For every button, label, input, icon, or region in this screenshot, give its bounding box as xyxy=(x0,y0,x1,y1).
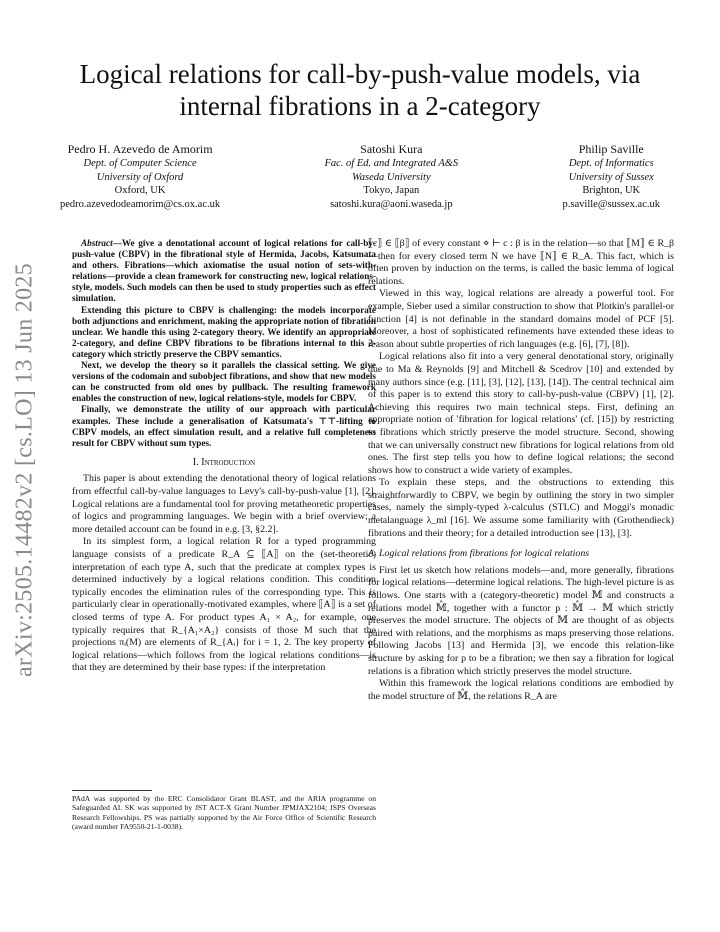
paragraph: ⟦c⟧ ∈ ⟦β⟧ of every constant ⋄ ⊢ c : β is in the relation—so that ⟦M⟧ ∈ R_β—then for every closed term N we have ⟦N⟧ ∈ R_A. This fact, which is often proven by induction on the terms, is called the basic lemma of logical relations. xyxy=(368,238,674,287)
author-3 xyxy=(563,142,660,211)
paragraph: Logical relations also fit into a very general denotational story, originally due to Ma & Reynolds [9] and Mitchell & Scedrov [10] and extended by many authors since (e.g. [11], [3], [12], [13], [14]). The central technical aim of this paper is to extend this story to call-by-push-value (CBPV) [1], [2]. Achieving this requires two main technical steps. First, defining an appropriate notion of 'fibration for logical relations' (cf. [15]) by restricting to fibrations which strictly preserve the model structure. Second, showing that we can universally construct new fibrations for logical relations from old ones. The first step tells you how to define logical relations; the second shows how to construct a wide variety of examples. xyxy=(368,351,674,476)
abstract-p2: Extending this picture to CBPV is challenging: the models incorporate both adjunctions and enrichment, making the appropriate notion of fibration unclear. We handle this using 2-category theory. We identify an appropriate 2-category, and define CBPV fibrations to be fibrations internal to this 2-category which strictly preserve the CBPV semantics. xyxy=(72,304,376,359)
author-email[interactable]: p.saville@sussex.ac.uk xyxy=(562,198,660,210)
arxiv-stamp-text: arXiv:2505.14482v2 [cs.LO] 13 Jun 2025 xyxy=(11,262,38,678)
paragraph: Within this framework the logical relations conditions are embodied by the model structure of 𝕄̂, the relations R_A are xyxy=(368,678,674,702)
arxiv-stamp xyxy=(10,250,40,690)
abstract-p4: Finally, we demonstrate the utility of our approach with particular examples. These include a generalisation of Katsumata's ⊤⊤-lifting to CBPV models, an effect simulation result, and a relative full completeness result for CBPV without sum types. xyxy=(72,404,376,448)
author-univ: University of Sussex xyxy=(568,171,654,183)
paragraph: First let us sketch how relations models—and, more generally, fibrations for logical relations—determine logical relations. The high-level picture is as follows. One starts with a (category-theoretic) model 𝕄 and constructs a relations model 𝕄̂, together with a functor p : 𝕄̂ → 𝕄 which strictly preserves the model structure. The objects of 𝕄 are thought of as objects paired with relations, and the morphisms as maps preserving those relations. Following Jacobs [13] and Hermida [3], we encode this relation-like structure by asking for p to be a fibration; we then say a fibration for logical relations is a fibration which strictly preserves the model structure. xyxy=(368,564,674,677)
right-body xyxy=(368,238,674,540)
author-univ: University of Oxford xyxy=(96,171,184,183)
abstract-p3: Next, we develop the theory so it parallels the classical setting. We give versions of the codomain and subobject fibrations, and show that new models can be constructed from old ones by pullback. The resulting framework enables the construction of new, logical relations-style, models for CBPV. xyxy=(72,360,376,404)
author-1 xyxy=(60,142,220,211)
abstract-p1: We give a denotational account of logical relations for call-by-push-value (CBPV) in the fibrational style of Hermida, Jacobs, Katsumata and others. Fibrations—which axiomatise the usual notion of sets-with-relations—provide a clean framework for constructing new, logical relations-style, models. Such models can then be used to study properties such as effect simulation. xyxy=(72,238,376,304)
intro-body xyxy=(72,473,376,675)
paragraph: This paper is about extending the denotational theory of logical relations from effectful call-by-value languages to Levy's call-by-push-value [1], [2]. Logical relations are a fundamental tool for proving metatheoretic properties of logics and programming languages. We begin with a brief overview; a more detailed account can be found in e.g. [3, §2.2]. xyxy=(72,473,376,535)
section-heading: I. Introduction xyxy=(192,456,256,468)
author-name: Philip Saville xyxy=(578,142,644,156)
author-dept: Dept. of Computer Science xyxy=(83,158,197,169)
author-dept: Dept. of Informatics xyxy=(568,158,654,169)
right-column xyxy=(368,238,674,703)
footnote-rule xyxy=(72,790,152,791)
author-2 xyxy=(324,142,458,211)
author-place: Tokyo, Japan xyxy=(363,185,420,196)
abstract: Abstract—We give a denotational account of logical relations for call-by-push-value (CBPV) in the fibrational style of Hermida, Jacobs, Katsumata and others. Fibrations—which axiomatise the usual notion of sets-with-relations—provide a clean framework for constructing new, logical relations-style, models. Such models can then be used to study properties such as effect simulation. Extending this picture to CBPV is challenging: the models incorporate both adjunctions and enrichment, making the appropriate notion of fibration unclear. We handle this using 2-category theory. We identify an appropriate 2-category, and define CBPV fibrations to be fibrations internal to this 2-category which strictly preserve the CBPV semantics. Next, we develop the theory so it parallels the classical setting. We give versions of the codomain and subobject fibrations, and show that new models can be constructed from old ones by pullback. The resulting framework enables the construction of new, logical relations-style, models for CBPV. Finally, we demonstrate the utility of our approach with particular examples. These include a generalisation of Katsumata's ⊤⊤-lifting to CBPV models, an effect simulation result, and a relative full completeness result for CBPV without sum types. xyxy=(72,238,376,448)
funding-footnote: PAdA was supported by the ERC Consolidator Grant BLAST, and the ARIA programme on Safeguarded AI. SK was supported by JST ACT-X Grant Number JPMJAX2104; JSPS Overseas Research Fellowships. PS was partially supported by the Air Force Office of Scientific Research (award number FA9550-21-1-0038). xyxy=(72,794,376,832)
paper-title: Logical relations for call-by-push-value models, via internal fibrations in a 2-category xyxy=(79,59,641,121)
paragraph: Viewed in this way, logical relations are already a powerful tool. For example, Sieber used a similar construction to show that Plotkin's parallel-or function [4] is not definable in the standard domains model of PCF [5]. Moreover, a host of sophisticated refinements have extended these ideas to reason about subtle properties of rich languages (e.g. [6], [7], [8]). xyxy=(368,288,674,350)
left-column xyxy=(72,238,376,675)
paragraph: To explain these steps, and the obstructions to extending this straightforwardly to CBPV, we begin by outlining the story in two simpler cases, namely the simply-typed λ-calculus (STLC) and Moggi's monadic metalanguage λ_ml [16]. We assume some familiarity with (Grothendieck) fibrations and their theory; for a detailed introduction see [13], [3]. xyxy=(368,477,674,539)
author-place: Brighton, UK xyxy=(582,185,641,196)
author-dept: Fac. of Ed. and Integrated A&S xyxy=(324,158,459,169)
author-place: Oxford, UK xyxy=(114,185,166,196)
author-block xyxy=(60,142,660,211)
author-name: Pedro H. Azevedo de Amorim xyxy=(67,142,213,156)
abstract-label: Abstract xyxy=(81,238,113,248)
author-email[interactable]: satoshi.kura@aoni.waseda.jp xyxy=(330,198,453,210)
author-name: Satoshi Kura xyxy=(360,142,423,156)
subsection-body xyxy=(368,565,674,704)
author-email[interactable]: pedro.azevedodeamorim@cs.ox.ac.uk xyxy=(60,198,221,210)
author-univ: Waseda University xyxy=(351,171,431,183)
subsection-heading: A. Logical relations from fibrations for logical relations xyxy=(368,548,590,560)
paragraph: In its simplest form, a logical relation R for a typed programming language consists of a predicate R_A ⊆ ⟦A⟧ on the (set-theoretic) interpretation of each type A, such that the predicate at complex types is determined inductively by a logical relations condition. This condition typically encodes the elimination rules of the corresponding type. This is particularly clear in operationally-motivated examples, where ⟦A⟧ is a set of closed terms of type A. For product types A₁ × A₂, for example, one typically requires that R_{A₁×A₂} consists of those M such that the projections πᵢ(M) are elements of R_{Aᵢ} for i = 1, 2. The key property of logical relations—which follows from the logical relations conditions—is that they are determined by their base types: if the interpretation xyxy=(72,536,376,674)
